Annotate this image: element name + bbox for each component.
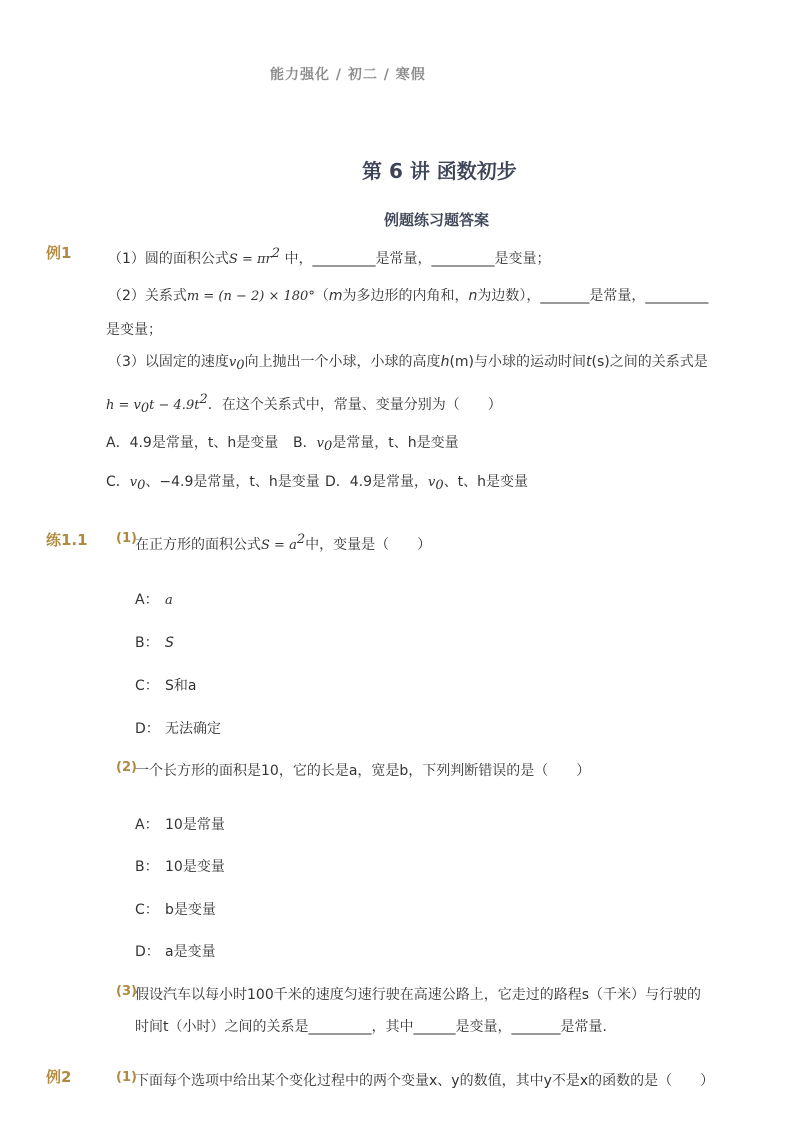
example-1-question-2-cont: 是变量； [106,322,162,338]
section-subtitle: 例题练习题答案 [384,211,490,229]
example-2-label: 例2 [46,1068,72,1086]
example-1-question-3-formula: $h = v_0t - 4.9t^2$．在这个关系式中，常量、变量分别为（ ） [106,392,502,416]
practice-1-1-q3-stem: 假设汽车以每小时100千米的速度匀速行驶在高速公路上，它走过的路程s（千米）与行驶的 [135,987,702,1003]
example-1-question-3: （3）以固定的速度$v_0$向上抛出一个小球，小球的高度h(m)与小球的运动时间t(s)之间的关系式是 [108,354,708,373]
practice-1-1-q2-number: (2) [116,760,137,775]
example-1-option-a: A．4.9是常量，t、h是变量 [106,435,279,451]
practice-1-1-q3-stem-cont: 时间t（小时）之间的关系是_________，其中______是变量，_______是常量． [135,1019,617,1035]
practice-1-1-q2-option-a[interactable]: A： 10是常量 [135,817,225,833]
practice-1-1-q2-stem: 一个长方形的面积是10，它的长是a，宽是b，下列判断错误的是（ ） [135,763,591,779]
example-1-option-d: D．4.9是常量，$v_0$、t、h是变量 [325,474,529,493]
example-1-option-c: C．$v_0$、−4.9是常量，t、h是变量 [106,474,320,493]
practice-1-1-q1-number: (1) [116,531,137,546]
example-1-option-b: B．$v_0$是常量，t、h是变量 [293,435,459,454]
practice-1-1-label: 练1.1 [46,531,88,549]
practice-1-1-q2-option-c[interactable]: C： b是变量 [135,902,216,918]
practice-1-1-q1-option-c[interactable]: C： S和a [135,678,197,694]
example-1-question-1: （1）圆的面积公式$S = \pi r^2$ 中，_________是常量，_________是变量； [108,246,551,267]
example-2-q1-stem: 下面每个选项中给出某个变化过程中的两个变量x、y的数值，其中y不是x的函数的是（ ） [135,1073,715,1089]
example-2-q1-number: (1) [116,1070,137,1085]
practice-1-1-q1-stem: 在正方形的面积公式$S = a^2$中，变量是（ ） [135,532,432,553]
lecture-title: 第 6 讲 函数初步 [362,159,517,183]
example-1-question-2: （2）关系式m = (n − 2) × 180°（m为多边形的内角和，n为边数），_______是常量，_________ [108,288,709,304]
page-header: 能力强化 / 初二 / 寒假 [270,67,426,83]
example-1-label: 例1 [46,244,72,262]
practice-1-1-q1-option-a[interactable]: A： a [135,592,173,608]
practice-1-1-q2-option-b[interactable]: B： 10是变量 [135,859,225,875]
practice-1-1-q1-option-b[interactable]: B： S [135,635,174,651]
practice-1-1-q3-number: (3) [116,984,137,999]
practice-1-1-q1-option-d[interactable]: D： 无法确定 [135,721,221,737]
practice-1-1-q2-option-d[interactable]: D： a是变量 [135,944,216,960]
